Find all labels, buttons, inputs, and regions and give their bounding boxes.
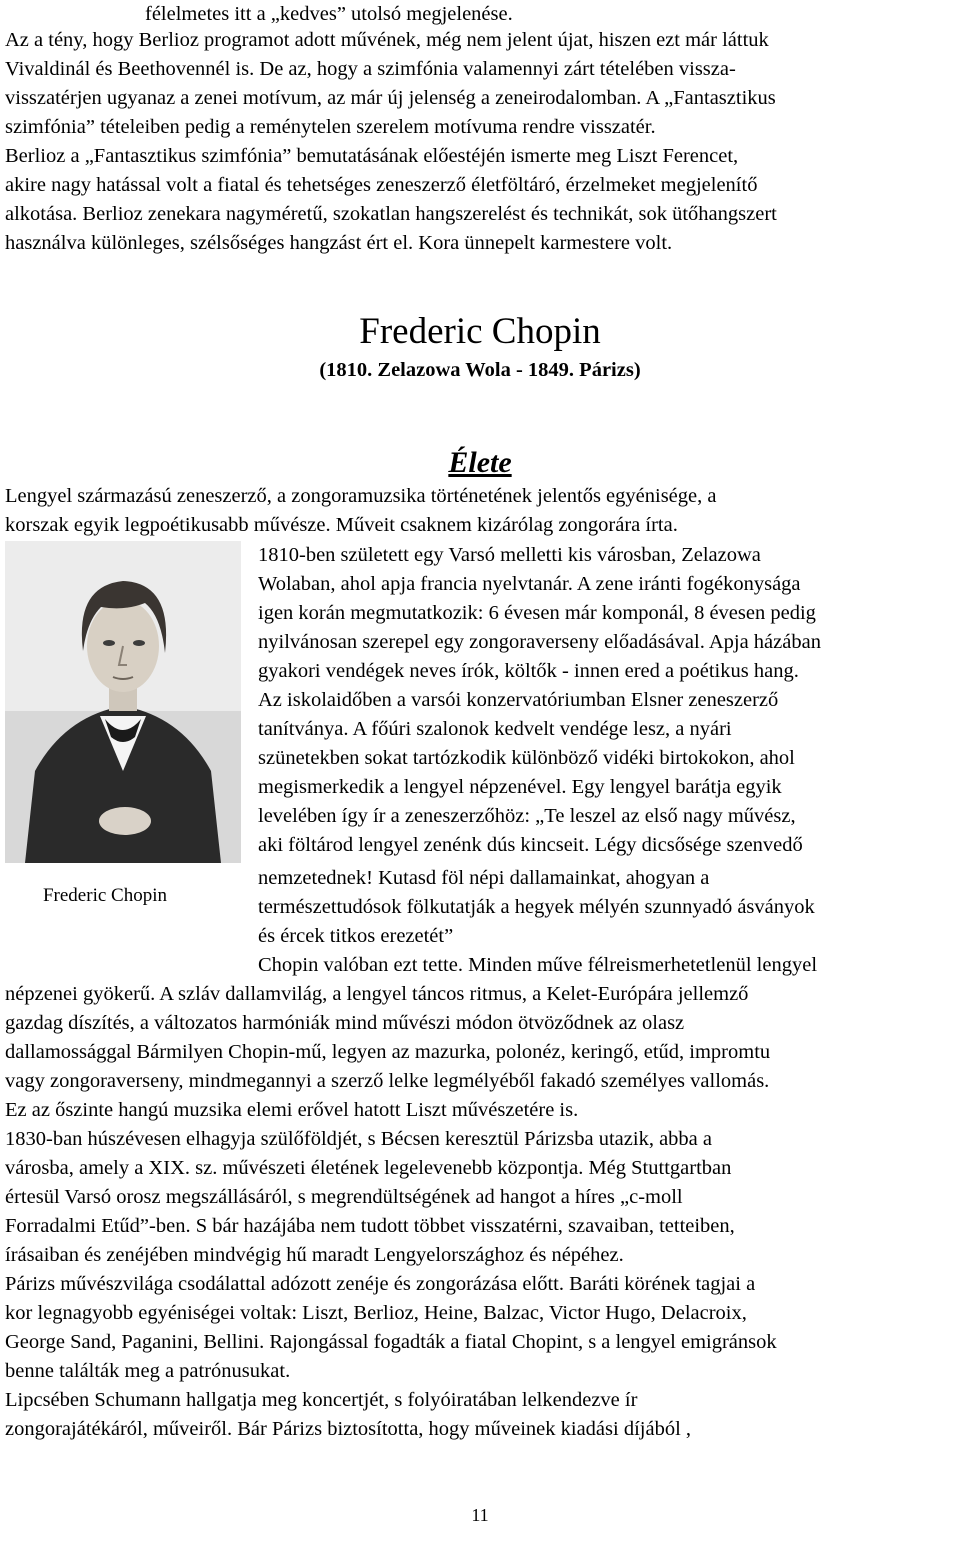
body-line: városba, amely a XIX. sz. művészeti életének legelevenebb központja. Még Stuttgartban — [5, 1157, 732, 1179]
wrap-line: gyakori vendégek neves írók, költők - innen ered a poétikus hang. — [258, 660, 799, 682]
body-line: Forradalmi Etűd”-ben. S bár hazájába nem tudott többet visszatérni, szavaiban, tetteiben, — [5, 1215, 735, 1237]
body-line: kor legnagyobb egyéniségei voltak: Liszt, Berlioz, Heine, Balzac, Victor Hugo, Delacroix, — [5, 1302, 747, 1324]
body-line: benne találták meg a patrónusukat. — [5, 1360, 291, 1382]
body-line: értesül Varsó orosz megszállásáról, s megrendültségének ad hangot a híres „c-moll — [5, 1186, 683, 1208]
intro-line: szimfónia” tételeiben pedig a reménytelen szerelem motívuma rendre visszatér. — [5, 116, 656, 138]
wrap-line: nyilvánosan szerepel egy zongoraverseny előadásával. Apja házában — [258, 631, 821, 653]
page-subtitle: (1810. Zelazowa Wola - 1849. Párizs) — [319, 359, 641, 381]
wrap-line: igen korán megmutatkozik: 6 évesen már komponál, 8 évesen pedig — [258, 602, 816, 624]
section-heading: Élete — [448, 446, 512, 479]
intro-line: akire nagy hatással volt a fiatal és tehetséges zeneszerző életföltáró, érzelmeket megjelenítő — [5, 174, 758, 196]
body-line: vagy zongoraverseny, mindmegannyi a szerző lelke legmélyéből fakadó személyes vallomás. — [5, 1070, 770, 1092]
body-line: Ez az őszinte hangú muzsika elemi erővel hatott Liszt művészetére is. — [5, 1099, 579, 1121]
page-number: 11 — [471, 1505, 489, 1525]
intro-line: Vivaldinál és Beethovennél is. De az, hogy a szimfónia valamennyi zárt tételében vissza- — [5, 58, 736, 80]
portrait-image — [5, 541, 241, 863]
intro-line: alkotása. Berlioz zenekara nagyméretű, szokatlan hangszerelést és technikát, sok ütőhangszert — [5, 203, 777, 225]
wrap-line: Chopin valóban ezt tette. Minden műve félreismerhetetlenül lengyel — [258, 954, 818, 976]
wrap-line: megismerkedik a lengyel népzenével. Egy lengyel barátja egyik — [258, 776, 782, 798]
body-line: 1830-ban húszévesen elhagyja szülőföldjét, s Bécsen keresztül Párizsba utazik, abba a — [5, 1128, 712, 1150]
wrap-line: aki föltárod lengyel zenénk dús kincseit. Légy dicsősége szenvedő — [258, 834, 803, 856]
wrap-line: levelében így ír a zeneszerzőhöz: „Te leszel az első nagy művész, — [258, 805, 796, 827]
wrap-line: Az iskolaidőben a varsói konzervatóriumban Elsner zeneszerző — [258, 689, 779, 711]
wrap-line: tanítványa. A főúri szalonok kedvelt vendége lesz, a nyári — [258, 718, 732, 740]
body-line: Lipcsében Schumann hallgatja meg koncertjét, s folyóiratában lelkendezve ír — [5, 1389, 638, 1411]
page-title: Frederic Chopin — [359, 311, 601, 352]
intro-line: használva különleges, szélsőséges hangzást ért el. Kora ünnepelt karmestere volt. — [5, 232, 673, 254]
intro-line: Az a tény, hogy Berlioz programot adott művének, még nem jelent újat, hiszen ezt már láttuk — [5, 29, 769, 51]
body-line: gazdag díszítés, a változatos harmóniák mind művészi módon ötvöződnek az olasz — [5, 1012, 685, 1034]
intro-line: Berlioz a „Fantasztikus szimfónia” bemutatásának előestéjén ismerte meg Liszt Ferencet, — [5, 145, 739, 167]
body-line: írásaiban és zenéjében mindvégig hű maradt Lengyelországhoz és népéhez. — [5, 1244, 624, 1266]
wrap-line: nemzetednek! Kutasd föl népi dallamainkat, ahogyan a — [258, 867, 710, 889]
body-line: dallamossággal Bármilyen Chopin-mű, legyen az mazurka, polonéz, keringő, etűd, impromtu — [5, 1041, 771, 1063]
intro-line: visszatérjen ugyanaz a zenei motívum, az már új jelenség a zeneirodalomban. A „Fantasztikus — [5, 87, 776, 109]
wrap-line: Wolaban, ahol apja francia nyelvtanár. A zene iránti fogékonysága — [258, 573, 801, 595]
body-line: zongorajátékáról, műveiről. Bár Párizs biztosította, hogy műveinek kiadási díjából , — [5, 1418, 692, 1440]
lead-line: korszak egyik legpoétikusabb művésze. Műveit csaknem kizárólag zongorára írta. — [5, 514, 678, 536]
body-line: George Sand, Paganini, Bellini. Rajongással fogadták a fiatal Chopint, s a lengyel emigránsok — [5, 1331, 777, 1353]
portrait-caption: Frederic Chopin — [42, 885, 167, 906]
intro-line: félelmetes itt a „kedves” utolsó megjelenése. — [145, 3, 513, 25]
wrap-line: és ércek titkos erezetét” — [258, 925, 454, 947]
lead-line: Lengyel származású zeneszerző, a zongoramuzsika történetének jelentős egyénisége, a — [5, 485, 717, 507]
wrap-line: 1810-ben született egy Varsó melletti kis városban, Zelazowa — [258, 544, 761, 566]
body-line: Párizs művészvilága csodálattal adózott zenéje és zongorázása előtt. Baráti körének tagjai a — [5, 1273, 756, 1295]
wrap-line: természettudósok fölkutatják a hegyek mélyén szunnyadó ásványok — [258, 896, 815, 918]
chopin-portrait — [5, 541, 241, 863]
wrap-line: szünetekben sokat tartózkodik különböző vidéki birtokokon, ahol — [258, 747, 795, 769]
body-line: népzenei gyökerű. A szláv dallamvilág, a lengyel táncos ritmus, a Kelet-Európára jellemző — [5, 983, 749, 1005]
